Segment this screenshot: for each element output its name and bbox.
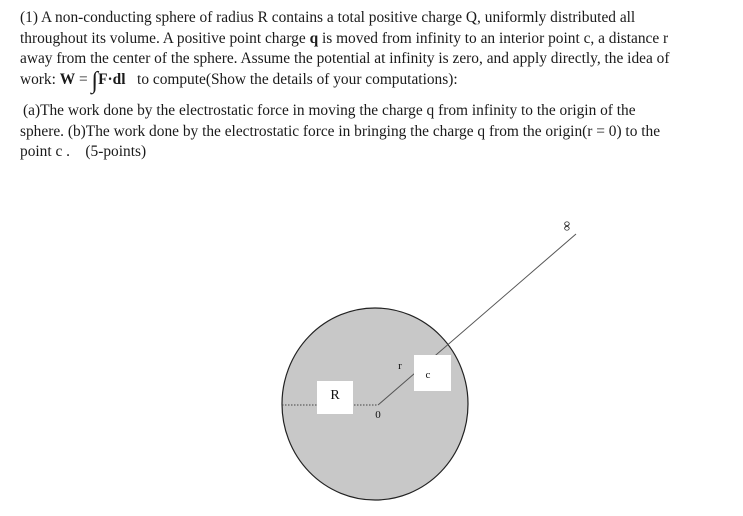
sphere bbox=[282, 308, 468, 500]
part-a-text: (a)The work done by the electrostatic force in moving the charge q from infinity to the origin of the bbox=[23, 102, 636, 119]
point-c-box bbox=[414, 355, 451, 391]
integral-icon: ∫ bbox=[91, 67, 99, 94]
problem-line-1: (1) A non-conducting sphere of radius R contains a total positive charge Q, uniformly distributed all bbox=[20, 9, 636, 26]
formula-w: W bbox=[59, 70, 76, 88]
problem-line-4-rest: to compute(Show the details of your computations): bbox=[125, 70, 458, 88]
problem-line-3: away from the center of the sphere. Assume the potential at infinity is zero, and apply directly, the idea of bbox=[20, 50, 670, 67]
part-b-text-2: point c . (5-points) bbox=[20, 143, 147, 160]
radius-label: R bbox=[330, 388, 340, 403]
infinity-label: ∞ bbox=[560, 221, 575, 231]
problem-line-2-b: is moved from infinity to an interior point c, a distance r bbox=[318, 29, 669, 47]
origin-label: 0 bbox=[375, 409, 381, 421]
work-label: work: bbox=[20, 70, 60, 88]
distance-r-label: r bbox=[398, 360, 402, 372]
charge-q-symbol: q bbox=[309, 29, 319, 47]
formula-equals: = bbox=[75, 70, 92, 88]
problem-line-2-a: throughout its volume. A positive point charge bbox=[20, 29, 310, 47]
point-c-label: c bbox=[425, 369, 431, 381]
formula-f-dot-dl: F·dl bbox=[98, 70, 126, 88]
part-b-text-1: sphere. (b)The work done by the electrostatic force in bringing the charge q from the origin(r = 0) to the bbox=[20, 122, 661, 140]
